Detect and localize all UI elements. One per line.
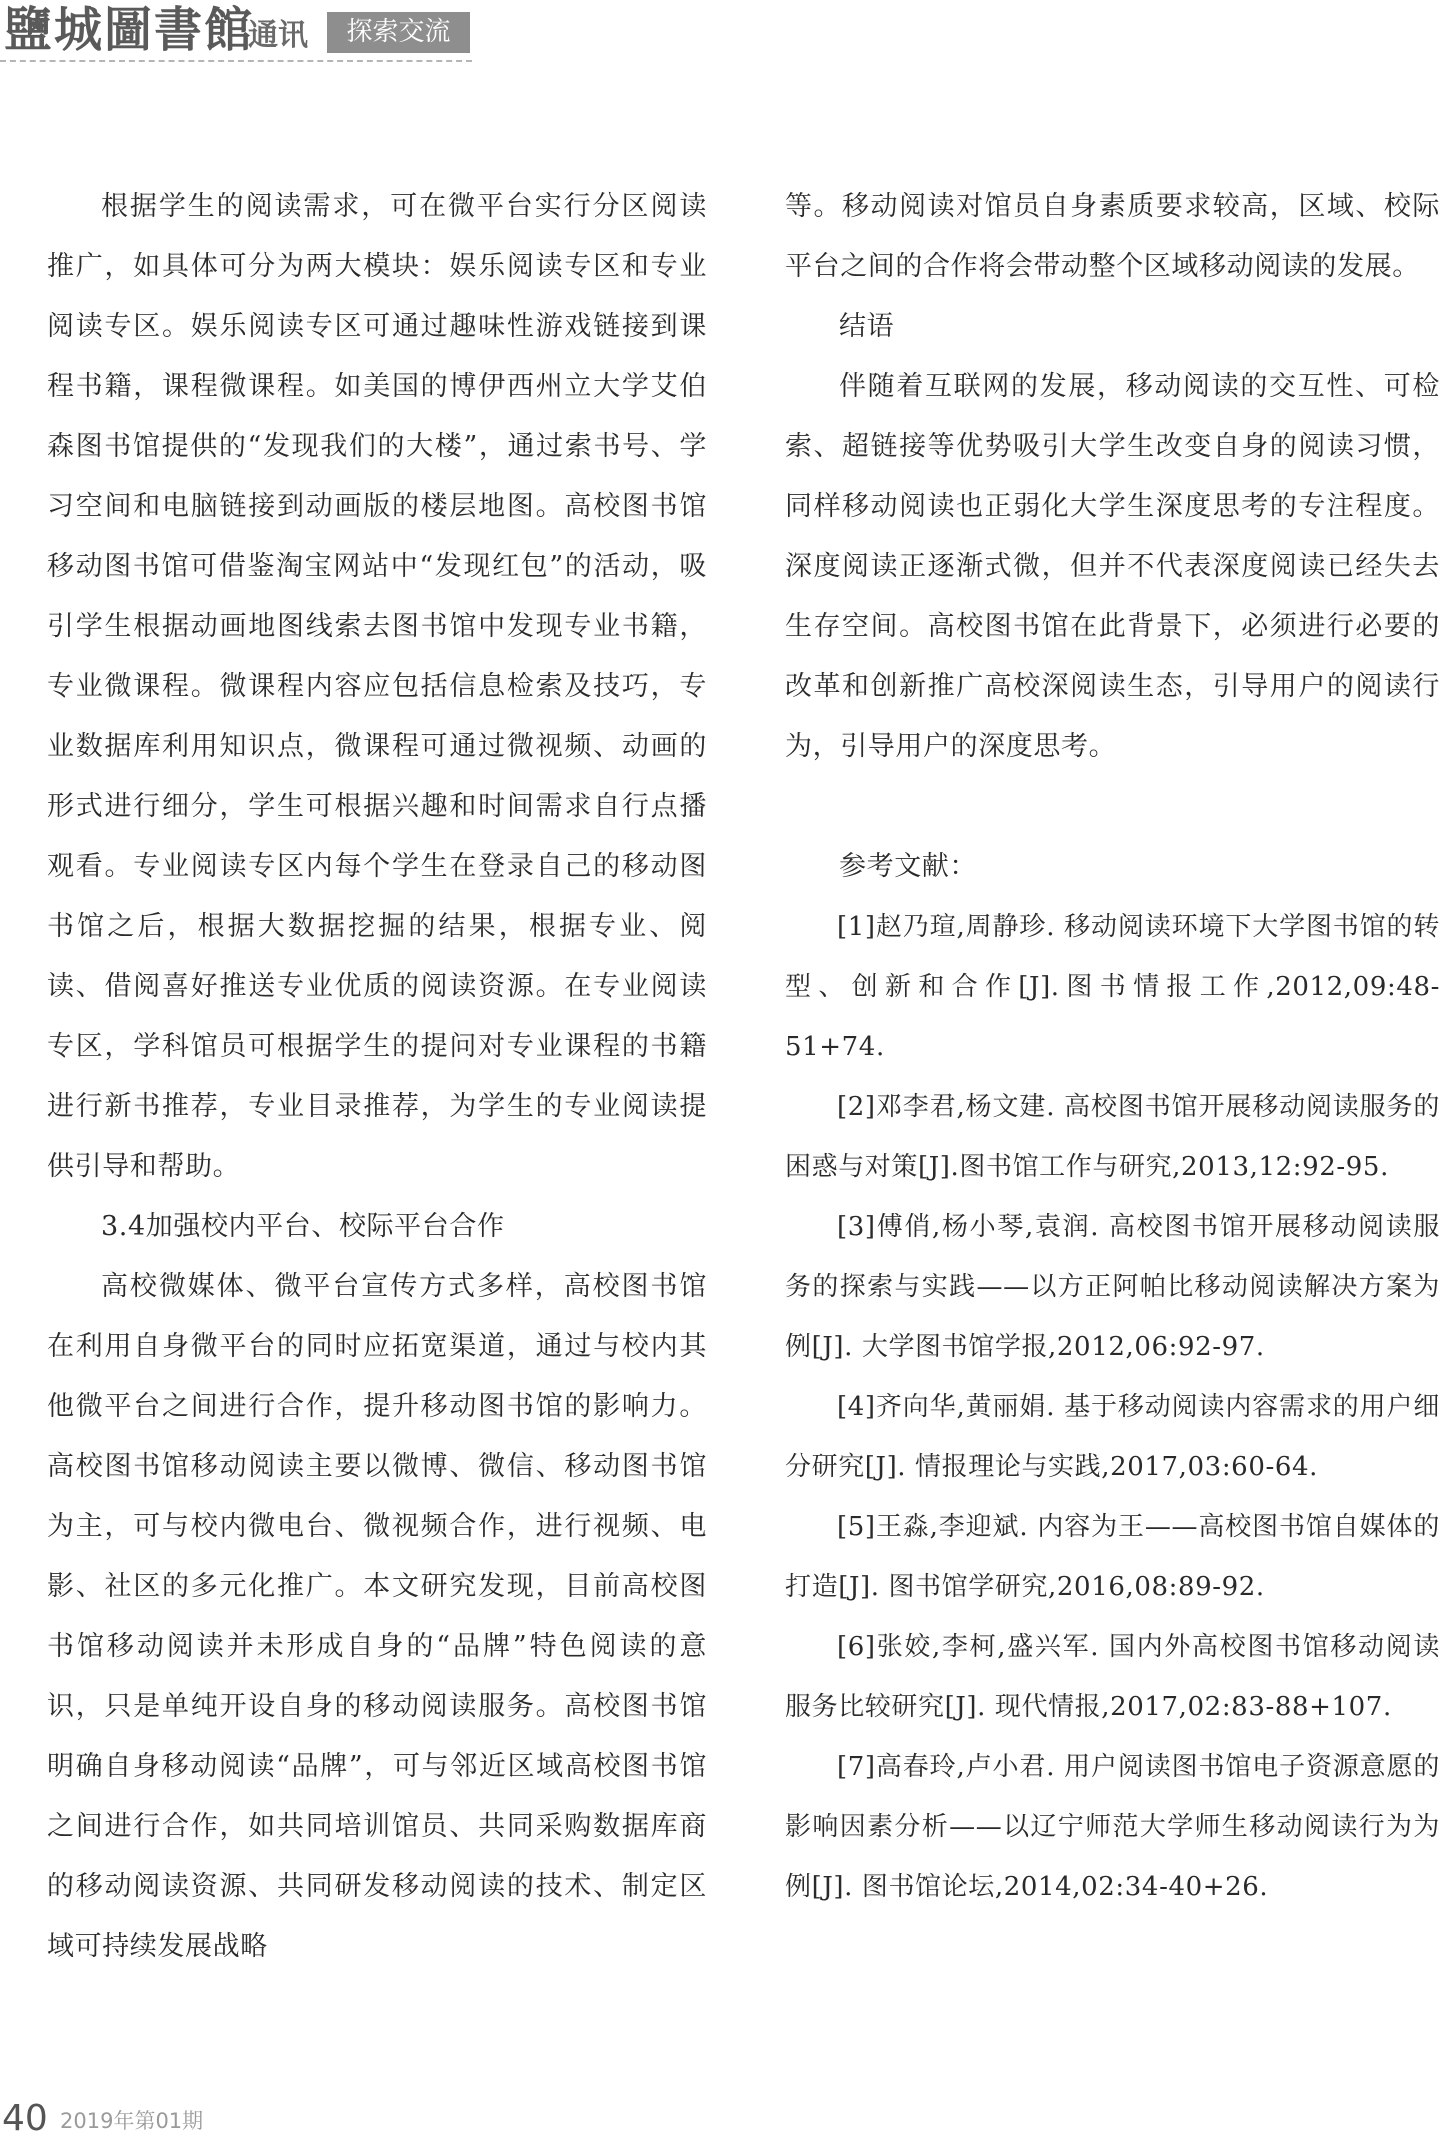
reference-item: [1]赵乃瑄,周静珍. 移动阅读环境下大学图书馆的转型、创新和合作[J].图书情报工作,2012,09:48-51+74. bbox=[785, 912, 1440, 1062]
section-tag: 探索交流 bbox=[327, 12, 470, 53]
reference-item: [3]傅俏,杨小琴,袁润. 高校图书馆开展移动阅读服务的探索与实践——以方正阿帕比移动阅读解决方案为例[J]. 大学图书馆学报,2012,06:92-97. bbox=[785, 1212, 1440, 1362]
page-header bbox=[0, 0, 480, 62]
issue-label: 2019年第01期 bbox=[60, 2109, 204, 2133]
reference-item: [4]齐向华,黄丽娟. 基于移动阅读内容需求的用户细分研究[J]. 情报理论与实践,2017,03:60-64. bbox=[785, 1392, 1440, 1482]
header-divider bbox=[0, 60, 472, 62]
left-column bbox=[47, 177, 707, 1977]
reference-item: [6]张姣,李柯,盛兴军. 国内外高校图书馆移动阅读服务比较研究[J]. 现代情报,2017,02:83-88+107. bbox=[785, 1632, 1440, 1722]
body-paragraph: 根据学生的阅读需求，可在微平台实行分区阅读推广，如具体可分为两大模块：娱乐阅读专区和专业阅读专区。娱乐阅读专区可通过趣味性游戏链接到课程书籍，课程微课程。如美国的博伊西州立大学艾伯森图书馆提供的“发现我们的大楼”，通过索书号、学习空间和电脑链接到动画版的楼层地图。高校图书馆移动图书馆可借鉴淘宝网站中“发现红包”的活动，吸引学生根据动画地图线索去图书馆中发现专业书籍，专业微课程。微课程内容应包括信息检索及技巧，专业数据库利用知识点，微课程可通过微视频、动画的形式进行细分，学生可根据兴趣和时间需求自行点播观看。专业阅读专区内每个学生在登录自己的移动图书馆之后，根据大数据挖掘的结果，根据专业、阅读、借阅喜好推送专业优质的阅读资源。在专业阅读专区，学科馆员可根据学生的提问对专业课程的书籍进行新书推荐，专业目录推荐，为学生的专业阅读提供引导和帮助。 bbox=[47, 191, 707, 1182]
reference-item: [7]高春玲,卢小君. 用户阅读图书馆电子资源意愿的影响因素分析——以辽宁师范大学师生移动阅读行为为例[J]. 图书馆论坛,2014,02:34-40+26. bbox=[785, 1752, 1440, 1902]
body-paragraph: 高校微媒体、微平台宣传方式多样，高校图书馆在利用自身微平台的同时应拓宽渠道，通过与校内其他微平台之间进行合作，提升移动图书馆的影响力。高校图书馆移动阅读主要以微博、微信、移动图书馆为主，可与校内微电台、微视频合作，进行视频、电影、社区的多元化推广。本文研究发现，目前高校图书馆移动阅读并未形成自身的“品牌”特色阅读的意识，只是单纯开设自身的移动阅读服务。高校图书馆明确自身移动阅读“品牌”，可与邻近区域高校图书馆之间进行合作，如共同培训馆员、共同采购数据库商的移动阅读资源、共同研发移动阅读的技术、制定区域可持续发展战略 bbox=[47, 1271, 707, 1962]
reference-item: [2]邓李君,杨文建. 高校图书馆开展移动阅读服务的困惑与对策[J].图书馆工作与研究,2013,12:92-95. bbox=[785, 1092, 1440, 1182]
conclusion-heading: 结语 bbox=[839, 311, 895, 342]
continued-paragraph: 等。移动阅读对馆员自身素质要求较高，区域、校际平台之间的合作将会带动整个区域移动阅读的发展。 bbox=[785, 191, 1440, 282]
references-heading: 参考文献： bbox=[839, 851, 977, 882]
library-brand-logo: 鹽城圖書館 bbox=[4, 2, 255, 58]
reference-item: [5]王淼,李迎斌. 内容为王——高校图书馆自媒体的打造[J]. 图书馆学研究,2016,08:89-92. bbox=[785, 1512, 1440, 1602]
page-footer bbox=[0, 2098, 400, 2140]
conclusion-paragraph: 伴随着互联网的发展，移动阅读的交互性、可检索、超链接等优势吸引大学生改变自身的阅读习惯，同样移动阅读也正弱化大学生深度思考的专注程度。深度阅读正逐渐式微，但并不代表深度阅读已经失去生存空间。高校图书馆在此背景下，必须进行必要的改革和创新推广高校深阅读生态，引导用户的阅读行为，引导用户的深度思考。 bbox=[785, 371, 1440, 762]
spacer bbox=[785, 777, 1440, 837]
page-number: 40 bbox=[2, 2098, 48, 2139]
right-column bbox=[785, 177, 1440, 1917]
section-heading: 3.4加强校内平台、校际平台合作 bbox=[101, 1211, 505, 1242]
newsletter-label: 通讯 bbox=[248, 18, 308, 53]
